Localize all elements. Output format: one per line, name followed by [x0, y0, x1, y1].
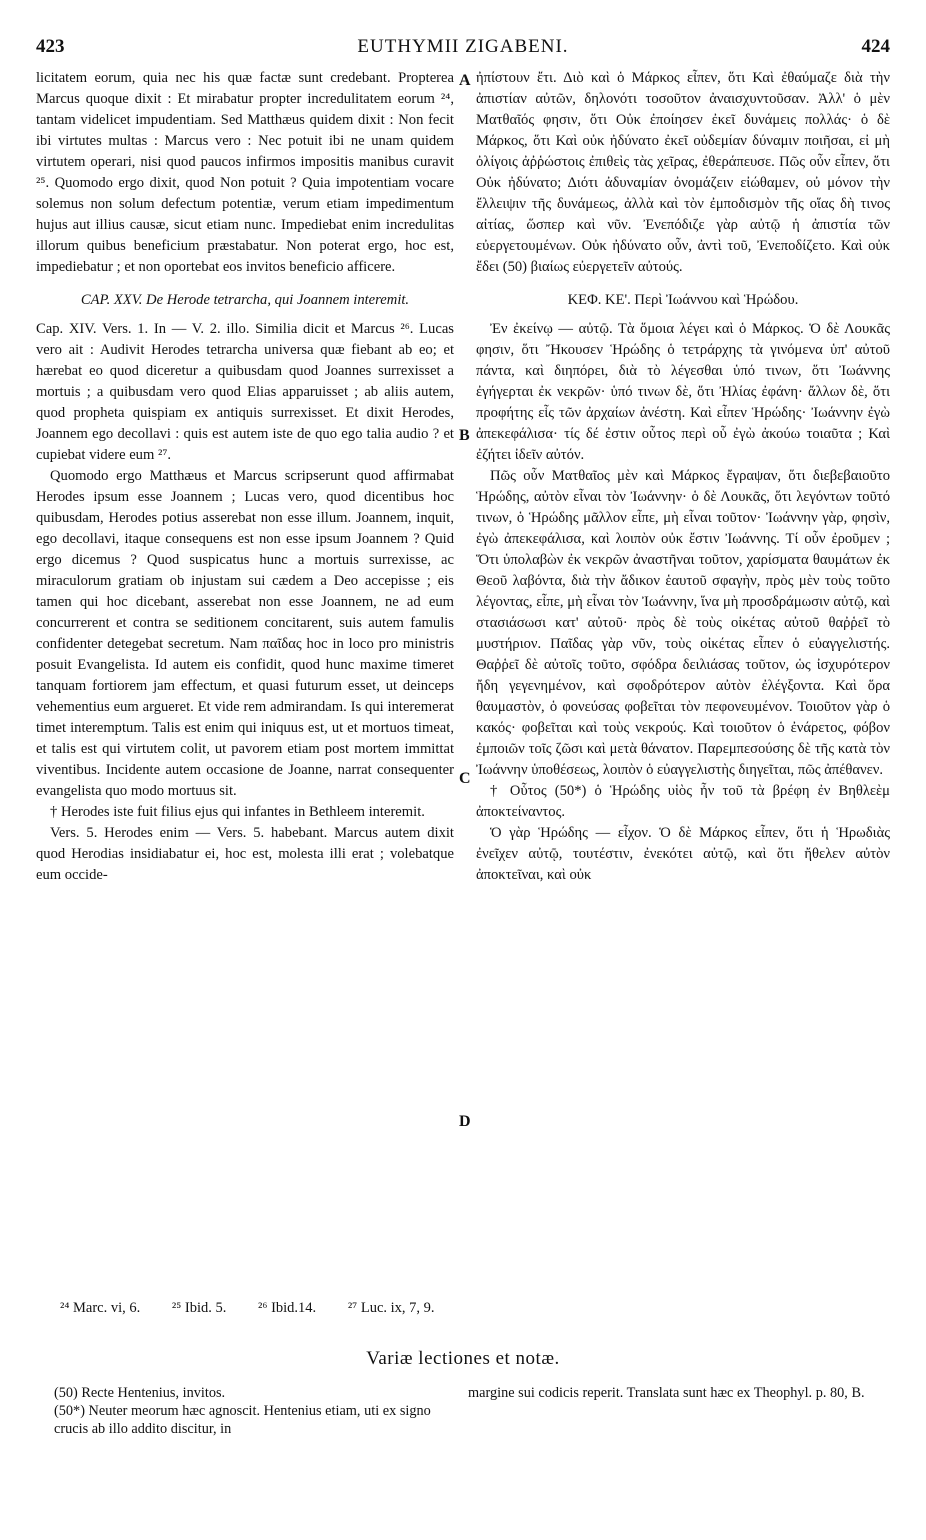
variae-lectiones-title: Variæ lectiones et notæ. — [366, 1348, 560, 1369]
margin-letter-d: D — [459, 1113, 471, 1130]
greek-paragraph: Πῶς οὖν Ματθαῖος μὲν καὶ Μάρκος ἔγραψαν, ὅτι διεβεβαιοῦτο Ἡρώδης, αὐτὸν εἶναι τὸν Ἰωάννην· ὁ δὲ Λουκᾶς, ὅτι λεγόντων τοῦτό τινων, ὁ Ἡρώδης μᾶλλον εἶπε, μὴ εἶναι τοῦτον· Ἰωάννην γὰρ, φησὶν, ἐγὼ ἀπεκεφάλισα, καὶ λοιπὸν οὐκ ἔστιν Ἰωάννης. Τί οὖν ἐροῦμεν ; Ὅτι ὑπολαβὼν ἐκ νεκρῶν ἀναστῆναι τοῦτον, χαρίσματα θαυμάτων ἐκ Θεοῦ λαβόντα, διὰ τὴν ἄδικον ἑαυτοῦ σφαγὴν, πρὸς μὲν τοὺς τοῦτο λέγοντας, εἶπε, μὴ εἶναι τὸν Ἰωάννην, ἵνα μὴ προσδράμωσιν αὐτῷ, καὶ στασιάσωσι κατ' αὐτοῦ· πρὸς δὲ τοὺς οἰκέτας αὐτοῦ θαῤῥεῖ τὸ μυστήριον. Παῖδας γὰρ νῦν, τοὺς οἰκέτας εἶπεν ὁ εὐαγγελιστής. Θαῤῥεῖ δὲ αὐτοῖς τοῦτο, σφόδρα δειλιάσας τοῦτον, ὡς ἰσχυρότερον ἤδη γεγενημένον, καὶ σφοδρότερον αὐτὸν ἐλέγξοντα. Καὶ ὅρα θαυμαστὸν, ὁ φονεύσας φοβεῖται τὸν πεφονευμένον. Τοιοῦτον γὰρ ὁ κακός· φοβεῖται καὶ τοὺς νεκρούς. Καὶ τοιοῦτον ὁ ἐνάρετος, φόβον ἐμποιῶν τοῖς ζῶσι καὶ μετὰ θάνατον. Παρεμπεσούσης δὲ τῆς κατὰ τὸν Ἰωάννην ὑποθέσεως, λοιπὸν ὁ εὐαγγελιστὴς διηγεῖται, πῶς ἀπέθανεν. — [476, 468, 890, 778]
page-number-left: 423 — [36, 36, 65, 57]
page-number-right: 424 — [861, 36, 890, 57]
note: (50) Recte Hentenius, invitos. — [54, 1385, 226, 1401]
margin-letter-a: A — [459, 72, 471, 89]
footnote: ²⁵ Ibid. 5. — [171, 1300, 227, 1316]
footnote: ²⁶ Ibid.14. — [258, 1300, 317, 1316]
note: margine sui codicis reperit. Translata sunt hæc ex Theophyl. p. 80, B. — [468, 1385, 865, 1401]
footnote-row — [36, 1300, 890, 1317]
margin-letter-c: C — [459, 770, 471, 787]
footnote: ²⁴ Marc. vi, 6. — [60, 1300, 141, 1316]
margin-letter-b: B — [459, 427, 470, 444]
latin-paragraph: † Herodes iste fuit filius ejus qui infantes in Bethleem interemit. — [50, 804, 425, 820]
latin-paragraph: Vers. 5. Herodes enim — Vers. 5. habebant. Marcus autem dixit quod Herodias insidiabatur ei, hoc est, molesta illi erat ; volebatque eum occide- — [36, 825, 454, 883]
latin-paragraph: licitatem eorum, quia nec his quæ factæ sunt credebant. Propterea Marcus quoque dixit : Et mirabatur propter incredulitatem eorum ²⁴, tantam videlicet impudentiam. Sed Matthæus quidem dixit : Non fecit ibi virtutes multas : Marcus vero : Nec potuit ibi ne unam quidem virtutem operari, nisi quod paucos infirmos impositis manibus curavit ²⁵. Quomodo ergo dixit, quod Non potuit ? Quia impotentiam vocare solemus non solum defectum potentiæ, verum etiam impedimentum hujus aut illius causæ, sicut etiam nunc. Impediebat enim incredulitas illorum quibus beneficium præstabatur. Non poterat ergo, hoc est, impediebatur ; et non oportebat eos invitos beneficio afficere. — [36, 70, 454, 275]
notes-left — [54, 1384, 454, 1438]
latin-paragraph: Cap. XIV. Vers. 1. In — V. 2. illo. Similia dicit et Marcus ²⁶. Lucas vero ait : Audivit Herodes tetrarcha universa quæ fiebant ab eo; et hærebat eo quod diceretur a quibusdam quod Joannes surrexisset a mortuis ; a quibusdam vero quod Elias apparuisset ; ab aliis autem, quod propheta quispiam ex antiquis surrexisset. Et dixit Herodes, Joannem ego decollavi : quis est autem iste de quo ego talia audio ? et cupiebat videre eum ²⁷. — [36, 321, 454, 463]
latin-chapter-heading: CAP. XXV. De Herode tetrarcha, qui Joannem interemit. — [80, 292, 410, 308]
greek-paragraph: † Οὗτος (50*) ὁ Ἡρώδης υἱὸς ἦν τοῦ τὰ βρέφη ἐν Βηθλεὲμ ἀποκτείναντος. — [476, 783, 890, 820]
greek-paragraph: Ὁ γὰρ Ἡρώδης — εἶχον. Ὁ δὲ Μάρκος εἶπεν, ὅτι ἡ Ἡρωδιὰς ἐνεῖχεν αὐτῷ, τουτέστιν, ἐνεκότει αὐτῷ, καὶ ὅτι ἤθελεν αὐτὸν ἀποκτεῖναι, καὶ οὐκ — [476, 825, 890, 883]
footnote: ²⁷ Luc. ix, 7, 9. — [347, 1300, 435, 1316]
greek-paragraph: ἠπίστουν ἔτι. Διὸ καὶ ὁ Μάρκος εἶπεν, ὅτι Καὶ ἐθαύμαζε διὰ τὴν ἀπιστίαν αὐτῶν, δηλονότι τοσοῦτον ἀναισχυντοῦσαν. Ἀλλ' ὁ μὲν Ματθαῖός φησιν, ὅτι Οὐκ ἐποίησεν ἐκεῖ δυνάμεις πολλάς· ὁ δὲ Μάρκος, ὅτι Καὶ οὐκ ἠδύνατο ἐκεῖ οὐδεμίαν δύναμιν ποιῆσαι, εἰ μὴ ὀλίγοις ἀῤῥώστοις ἐπιθεὶς τὰς χεῖρας, ἐθεράπευσε. Πῶς οὖν εἶπεν, ὅτι Οὐκ ἠδύνατο; Διότι ἀδυναμίαν ὀνομάζειν εἰώθαμεν, οὐ μόνον τὴν ἔλλειψιν τῆς δυνάμεως, ἀλλὰ καὶ τὸν ἐμποδισμὸν τῆς οἵας δὴ τινος αἰτίας, ὥσπερ καὶ νῦν. Ἐνεπόδιζε γὰρ αὐτῷ ἡ ἀπιστία τῶν εὐεργετουμένων. Οὐκ ἠδύνατο οὖν, ἀντὶ τοῦ, Ἐνεποδίζετο. Καὶ οὐκ ἔδει (50) βιαίως εὐεργετεῖν αὐτούς. — [476, 70, 890, 275]
running-title: EUTHYMII ZIGABENI. — [357, 36, 569, 57]
greek-paragraph: Ἐν ἐκείνῳ — αὐτῷ. Τὰ ὅμοια λέγει καὶ ὁ Μάρκος. Ὁ δὲ Λουκᾶς φησιν, ὅτι Ἤκουσεν Ἡρώδης ὁ τετράρχης τὰ γινόμενα ὑπ' αὐτοῦ πάντα, καὶ διηπόρει, διὰ τὸ λέγεσθαι ὑπό τινων, ὅτι Ἰωάννης ἐγήγερται ἐκ νεκρῶν· ὑπό τινων δὲ, ὅτι Ἠλίας ἐφάνη· ἄλλων δὲ, ὅτι προφήτης εἷς τῶν ἀρχαίων ἀνέστη. Καὶ εἶπεν Ἡρώδης· Ἰωάννην ἐγὼ ἀπεκεφάλισα· τίς δέ ἐστιν οὗτος περὶ οὗ ἐγὼ ἀκούω τοιαῦτα ; Καὶ ἐζήτει ἰδεῖν αὐτόν. — [476, 321, 890, 463]
latin-column — [36, 68, 454, 886]
greek-column — [476, 68, 890, 886]
running-header — [36, 36, 890, 58]
notes-right — [468, 1384, 890, 1402]
greek-chapter-heading: ΚΕΦ. ΚΕ'. Περὶ Ἰωάννου καὶ Ἡρώδου. — [567, 292, 799, 308]
latin-paragraph: Quomodo ergo Matthæus et Marcus scripserunt quod affirmabat Herodes ipsum esse Joannem ; Lucas vero, quod dicentibus hoc quibusdam, Herodes potius asserebat non esse illum. Joannem, inquit, ego decollavi, itaque consequens est non esse ipsum Joannem ? Quid ergo dicemus ? Quod suspicatus hunc a mortuis surrexisse, ac miraculorum gratiam ob injustam sui cædem a Deo accepisse ; eis tamen qui hoc dicebant, asserebat non esse Joannem, ne ad eum concurrerent et contra se seditionem concitarent, suis autem famulis confidenter detegebat secretum. Nam παῖδας hoc in loco pro ministris posuit Evangelista. Id autem eis confidit, quod hunc maxime timeret tanquam fortiorem jam effectum, et quasi futurum esset, ut deinceps vehementius eum argueret. Et vide rem admirandam. Is qui interemerat timet interemptum. Talis est enim qui iniquus est, ut et mortuos timeat, et talis est qui virtutem colit, ut pavorem etiam post mortem immittat viventibus. Incidente autem occasione de Joanne, narrat consequenter evangelista quo modo mortuus sit. — [36, 468, 454, 799]
note: (50*) Neuter meorum hæc agnoscit. Hentenius etiam, uti ex signo crucis ab illo addito discitur, in — [54, 1403, 431, 1437]
